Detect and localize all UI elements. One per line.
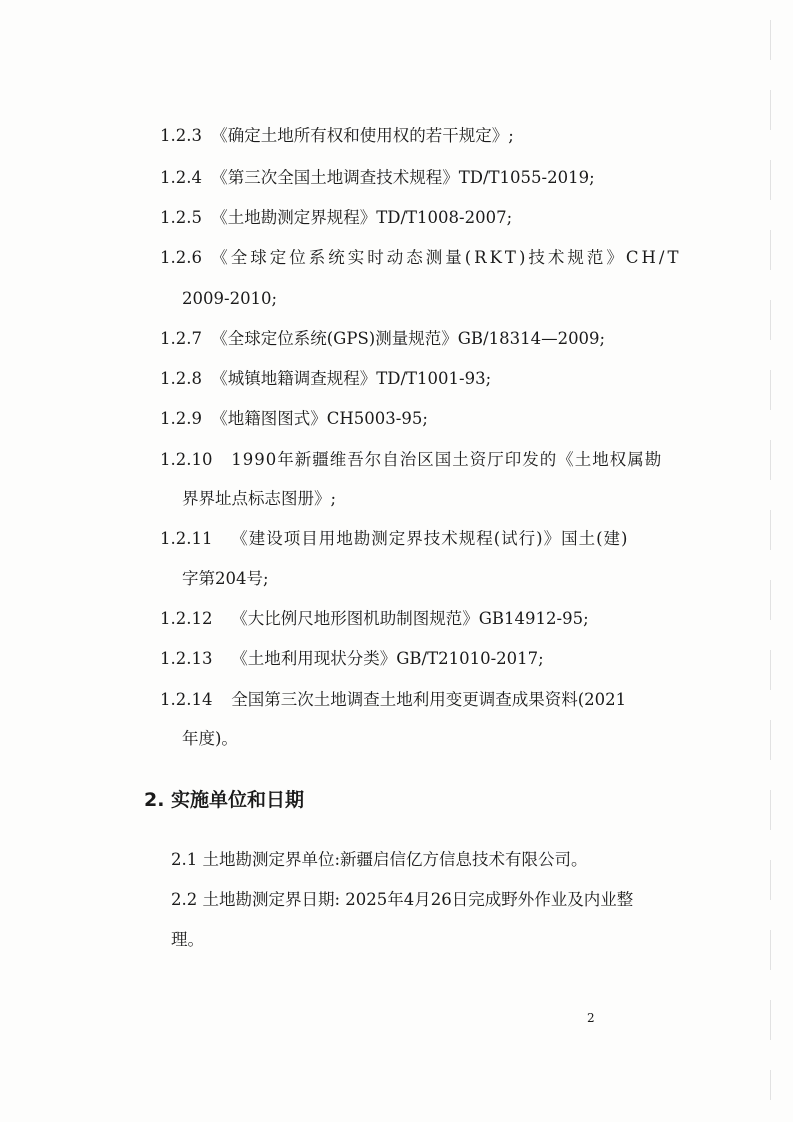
reference-item — [160, 328, 605, 350]
reference-text: 1990年新疆维吾尔自治区国土资厅印发的《土地权属勘 — [231, 450, 663, 469]
reference-item — [160, 167, 595, 189]
reference-item — [160, 528, 629, 550]
reference-number: 1.2.8 — [160, 369, 202, 388]
reference-continuation: 2009-2010; — [182, 289, 278, 308]
reference-number: 1.2.3 — [160, 126, 202, 145]
page-number: 2 — [587, 1011, 595, 1025]
reference-number: 1.2.13 — [160, 649, 213, 668]
reference-text: 《建设项目用地勘测定界技术规程(试行)》国土(建) — [231, 529, 629, 548]
reference-continuation: 年度)。 — [182, 729, 238, 748]
reference-number: 1.2.4 — [160, 168, 202, 187]
reference-number: 1.2.5 — [160, 208, 202, 227]
reference-number: 1.2.6 — [160, 248, 202, 267]
reference-continuation: 字第204号; — [182, 569, 269, 588]
reference-text: 《土地利用现状分类》GB/T21010-2017; — [231, 649, 544, 668]
reference-item — [160, 207, 512, 229]
reference-number: 1.2.12 — [160, 609, 213, 628]
reference-number: 1.2.10 — [160, 450, 213, 469]
reference-text: 《城镇地籍调查规程》TD/T1001-93; — [211, 369, 492, 388]
reference-number: 1.2.14 — [160, 690, 213, 709]
section-heading: 2. 实施单位和日期 — [144, 789, 305, 811]
reference-text: 全国第三次土地调查土地利用变更调查成果资料(2021 — [231, 690, 627, 709]
reference-item — [160, 608, 589, 630]
paragraph-date: 2.2 土地勘测定界日期: 2025年4月26日完成野外作业及内业整 — [171, 890, 634, 909]
paragraph-unit: 2.1 土地勘测定界单位:新疆启信亿方信息技术有限公司。 — [171, 850, 588, 869]
reference-text: 《大比例尺地形图机助制图规范》GB14912-95; — [231, 609, 589, 628]
reference-item — [160, 689, 626, 711]
reference-number: 1.2.7 — [160, 329, 202, 348]
reference-number: 1.2.9 — [160, 409, 202, 428]
reference-text: 《第三次全国土地调查技术规程》TD/T1055-2019; — [211, 168, 595, 187]
reference-text: 《全球定位系统(GPS)测量规范》GB/18314—2009; — [211, 329, 606, 348]
reference-item — [160, 408, 428, 430]
reference-text: 《全球定位系统实时动态测量(RKT)技术规范》CH/T — [211, 248, 682, 267]
reference-continuation: 界界址点标志图册》; — [182, 489, 337, 508]
reference-item — [160, 247, 681, 269]
reference-item — [160, 125, 514, 147]
reference-item — [160, 368, 491, 390]
reference-text: 《确定土地所有权和使用权的若干规定》; — [211, 126, 514, 145]
reference-text: 《地籍图图式》CH5003-95; — [211, 409, 428, 428]
reference-number: 1.2.11 — [160, 529, 213, 548]
paragraph-date-continuation: 理。 — [171, 930, 204, 949]
scan-edge-mark — [770, 20, 771, 1100]
reference-item — [160, 449, 662, 471]
reference-text: 《土地勘测定界规程》TD/T1008-2007; — [211, 208, 513, 227]
reference-item — [160, 648, 544, 670]
